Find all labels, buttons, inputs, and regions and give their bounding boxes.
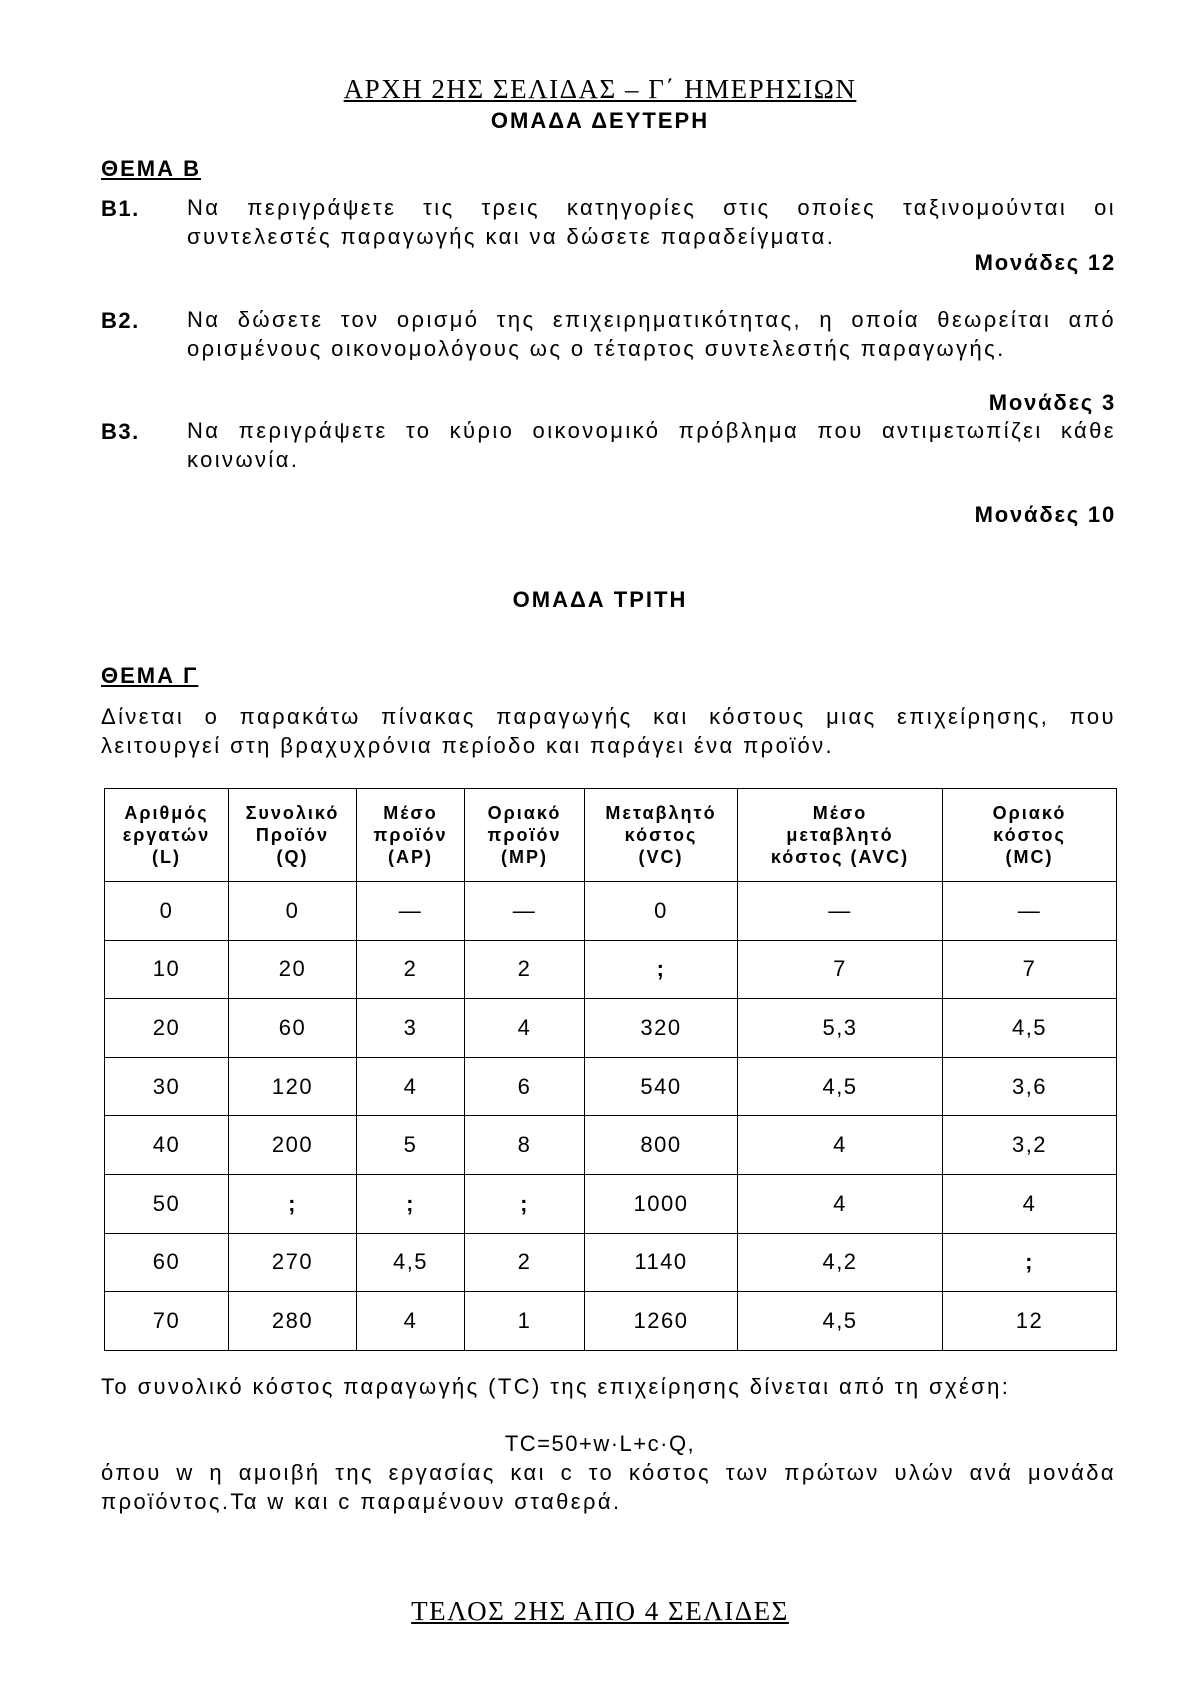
column-header [357, 789, 465, 882]
table-cell: 4,5 [738, 1057, 943, 1116]
page-footer: ΤΕΛΟΣ 2ΗΣ ΑΠΟ 4 ΣΕΛΙΔΕΣ [411, 1596, 789, 1626]
table-cell: 4,5 [738, 1292, 943, 1351]
table-cell: 1140 [585, 1233, 738, 1292]
column-header-line: Συνολικό [245, 803, 340, 823]
table-cell: 2 [357, 940, 465, 999]
question-b2-marks: Μονάδες 3 [988, 390, 1116, 415]
column-header-line: Οριακό [487, 803, 562, 823]
table-cell: 70 [105, 1292, 229, 1351]
table-cell: 120 [229, 1057, 357, 1116]
table-row [105, 940, 1117, 999]
table-header-row [105, 789, 1117, 882]
table-cell: 5,3 [738, 999, 943, 1058]
column-header [229, 789, 357, 882]
theme-b-title: ΘΕΜΑ Β [101, 156, 201, 181]
table-cell: 5 [357, 1116, 465, 1175]
table-row [105, 1233, 1117, 1292]
table-cell: 40 [105, 1116, 229, 1175]
table-cell: 0 [105, 882, 229, 941]
question-b3-number: Β3. [101, 419, 140, 444]
question-b2-text: Να δώσετε τον ορισμό της επιχειρηματικότητας, η οποία θεωρείται από ορισμένους οικονομολόγους ως ο τέταρτος συντελεστής παραγωγής. [187, 307, 1116, 361]
table-cell: 4,2 [738, 1233, 943, 1292]
table-cell: 0 [229, 882, 357, 941]
formula-explanation: όπου w η αμοιβή της εργασίας και c το κόστος των πρώτων υλών ανά μονάδα προϊόντος.Τα w και c παραμένουν σταθερά. [101, 1460, 1116, 1514]
table-cell: 60 [229, 999, 357, 1058]
table-cell: 8 [465, 1116, 585, 1175]
table-cell: 3 [357, 999, 465, 1058]
table-cell: 3,2 [943, 1116, 1117, 1175]
table-cell: — [357, 882, 465, 941]
table-cell: 1 [465, 1292, 585, 1351]
table-row [105, 1057, 1117, 1116]
column-header-line: (Q) [276, 847, 309, 867]
table-cell: 6 [465, 1057, 585, 1116]
column-header [105, 789, 229, 882]
production-cost-table [104, 788, 1117, 1351]
table-cell: 4 [738, 1116, 943, 1175]
question-b1-text: Να περιγράψετε τις τρεις κατηγορίες στις οποίες ταξινομούνται οι συντελεστές παραγωγής και να δώσετε παραδείγματα. [187, 195, 1116, 249]
column-header [585, 789, 738, 882]
table-cell: ; [943, 1233, 1117, 1292]
table-cell: ; [465, 1174, 585, 1233]
column-header-line: Αριθμός [124, 803, 209, 823]
question-b1-number: Β1. [101, 196, 140, 221]
group-two-title: ΟΜΑΔΑ ΔΕΥΤΕΡΗ [490, 108, 710, 133]
table-cell: ; [585, 940, 738, 999]
column-header-line: εργατών [122, 825, 211, 845]
column-header-line: (L) [152, 847, 181, 867]
table-cell: 4,5 [943, 999, 1117, 1058]
table-cell: 20 [105, 999, 229, 1058]
table-cell: 4,5 [357, 1233, 465, 1292]
question-b1-marks: Μονάδες 12 [974, 250, 1116, 275]
table-cell: — [943, 882, 1117, 941]
column-header [943, 789, 1117, 882]
column-header-line: κόστος [993, 825, 1066, 845]
column-header-line: προϊόν [373, 825, 448, 845]
table-cell: 20 [229, 940, 357, 999]
table-cell: 4 [357, 1292, 465, 1351]
table-cell: 50 [105, 1174, 229, 1233]
group-three-title: ΟΜΑΔΑ ΤΡΙΤΗ [512, 587, 688, 612]
table-cell: 270 [229, 1233, 357, 1292]
table-cell: 4 [943, 1174, 1117, 1233]
column-header-line: Οριακό [992, 803, 1067, 823]
table-cell: 0 [585, 882, 738, 941]
table-row [105, 1292, 1117, 1351]
table-cell: 280 [229, 1292, 357, 1351]
table-cell: 1000 [585, 1174, 738, 1233]
table-cell: — [738, 882, 943, 941]
column-header-line: προϊόν [487, 825, 562, 845]
column-header-line: κόστος (AVC) [770, 847, 910, 867]
theme-c-title: ΘΕΜΑ Γ [101, 663, 199, 688]
table-cell: 10 [105, 940, 229, 999]
column-header-line: Μέσο [812, 803, 868, 823]
table-cell: 800 [585, 1116, 738, 1175]
table-cell: 540 [585, 1057, 738, 1116]
table-cell: 60 [105, 1233, 229, 1292]
table-cell: 7 [943, 940, 1117, 999]
question-b2-number: Β2. [101, 308, 140, 333]
column-header-line: (AP) [388, 847, 433, 867]
column-header-line: Μεταβλητό [605, 803, 717, 823]
column-header [465, 789, 585, 882]
table-row [105, 882, 1117, 941]
column-header-line: (VC) [638, 847, 684, 867]
table-cell: 200 [229, 1116, 357, 1175]
table-cell: ; [229, 1174, 357, 1233]
table-cell: 2 [465, 1233, 585, 1292]
table-cell: 30 [105, 1057, 229, 1116]
table-row [105, 1174, 1117, 1233]
table-row [105, 1116, 1117, 1175]
table-cell: 4 [357, 1057, 465, 1116]
table-cell: 12 [943, 1292, 1117, 1351]
table-cell: ; [357, 1174, 465, 1233]
page-header: ΑΡΧΗ 2ΗΣ ΣΕΛΙΔΑΣ – Γ΄ ΗΜΕΡΗΣΙΩΝ [343, 74, 857, 104]
table-cell: 320 [585, 999, 738, 1058]
tc-sentence: Το συνολικό κόστος παραγωγής (TC) της επιχείρησης δίνεται από τη σχέση: [101, 1374, 1011, 1399]
table-cell: 1260 [585, 1292, 738, 1351]
column-header-line: μεταβλητό [786, 825, 894, 845]
table-cell: 3,6 [943, 1057, 1117, 1116]
table-cell: 2 [465, 940, 585, 999]
table-cell: 7 [738, 940, 943, 999]
column-header-line: κόστος [624, 825, 698, 845]
table-cell: — [465, 882, 585, 941]
table-body [105, 882, 1117, 1351]
table-cell: 4 [465, 999, 585, 1058]
table-row [105, 999, 1117, 1058]
column-header-line: (MP) [501, 847, 548, 867]
tc-formula: TC=50+w·L+c·Q, [504, 1431, 696, 1456]
column-header-line: (MC) [1005, 847, 1054, 867]
column-header-line: Προϊόν [255, 825, 330, 845]
column-header-line: Μέσο [383, 803, 438, 823]
table-cell: 4 [738, 1174, 943, 1233]
question-b3-marks: Μονάδες 10 [974, 502, 1116, 527]
theme-c-intro: Δίνεται ο παρακάτω πίνακας παραγωγής και κόστους μιας επιχείρησης, που λειτουργεί στη βραχυχρόνια περίοδο και παράγει ένα προϊόν. [101, 704, 1116, 758]
column-header [738, 789, 943, 882]
question-b3-text: Να περιγράψετε το κύριο οικονομικό πρόβλημα που αντιμετωπίζει κάθε κοινωνία. [187, 418, 1116, 472]
